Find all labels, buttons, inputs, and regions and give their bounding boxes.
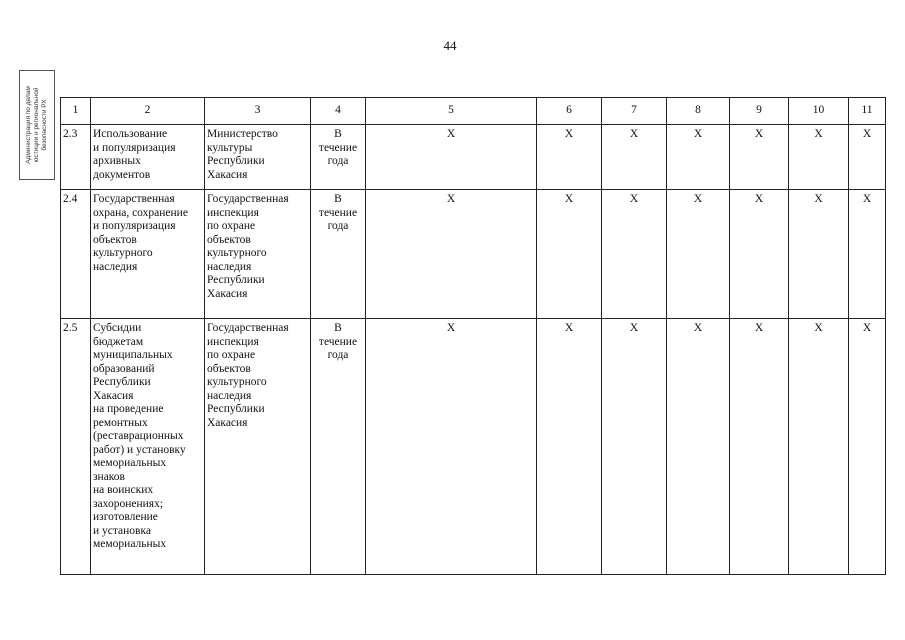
text-line: объектов xyxy=(93,233,137,246)
text-line: охрана, сохранение xyxy=(93,206,188,219)
text-line: захоронениях; xyxy=(93,497,164,510)
mark-cell: X xyxy=(537,190,602,319)
mark-cell: X xyxy=(667,190,730,319)
text-line: наследия xyxy=(93,260,138,273)
mark-cell: X xyxy=(849,190,886,319)
mark-cell: X xyxy=(789,125,849,190)
activity-name xyxy=(91,190,205,319)
text-line: Хакасия xyxy=(93,389,134,402)
table-row xyxy=(61,319,886,575)
text-line: Государственная xyxy=(207,193,289,205)
text-line: года xyxy=(327,220,349,232)
mark-cell: X xyxy=(537,319,602,575)
text-line: культурного xyxy=(207,247,267,259)
text-line: документов xyxy=(93,168,151,181)
text-line: культурного xyxy=(93,247,153,259)
header-cell: 8 xyxy=(667,98,730,125)
text-line: образований xyxy=(93,362,155,375)
text-line: культурного xyxy=(207,376,267,388)
header-cell: 3 xyxy=(205,98,311,125)
mark-cell: X xyxy=(537,125,602,190)
text-line: культуры xyxy=(207,141,253,154)
text-line: В xyxy=(334,128,342,140)
text-line: муниципальных xyxy=(93,349,173,361)
executor xyxy=(205,190,311,319)
header-cell: 1 xyxy=(61,98,91,125)
row-number: 2.4 xyxy=(61,190,91,319)
stamp-line: юстиции и региональной xyxy=(33,87,40,163)
text-line: Государственная xyxy=(93,193,175,205)
page-number: 44 xyxy=(443,38,457,53)
table-row xyxy=(61,125,886,190)
activity-name xyxy=(91,125,205,190)
text-line: инспекция xyxy=(207,206,259,219)
mark-cell: X xyxy=(667,319,730,575)
text-line: течение xyxy=(318,141,358,154)
mark-cell: X xyxy=(730,319,789,575)
text-line: на проведение xyxy=(93,403,164,415)
text-line: объектов xyxy=(207,362,251,375)
text-line: работ) и установку xyxy=(93,443,186,456)
text-line: Использование xyxy=(93,128,168,140)
text-line: года xyxy=(327,349,349,361)
mark-cell: X xyxy=(849,319,886,575)
mark-cell: X xyxy=(789,319,849,575)
text-line: Хакасия xyxy=(207,287,248,300)
text-line: Республики xyxy=(207,274,265,286)
text-line: по охране xyxy=(207,220,256,232)
header-cell: 9 xyxy=(730,98,789,125)
row-number: 2.5 xyxy=(61,319,91,575)
text-line: по охране xyxy=(207,349,256,361)
text-line: ремонтных xyxy=(93,416,148,429)
stamp-text xyxy=(25,71,49,179)
mark-cell: X xyxy=(730,125,789,190)
text-line: и популяризация xyxy=(93,220,176,232)
executor xyxy=(205,125,311,190)
activity-name xyxy=(91,319,205,575)
text-line: Государственная xyxy=(207,322,289,334)
text-line: Республики xyxy=(93,376,151,388)
term xyxy=(311,125,366,190)
term xyxy=(311,190,366,319)
text-line: В xyxy=(334,322,342,334)
text-line: течение xyxy=(318,206,358,219)
text-line: на воинских xyxy=(93,484,154,496)
text-line: Субсидии xyxy=(93,322,142,334)
mark-cell: X xyxy=(602,125,667,190)
mark-cell: X xyxy=(602,190,667,319)
mark-cell: X xyxy=(366,319,537,575)
header-cell: 4 xyxy=(311,98,366,125)
text-line: мемориальных xyxy=(93,538,167,550)
header-cell: 6 xyxy=(537,98,602,125)
text-line: архивных xyxy=(93,155,141,167)
table-row xyxy=(61,190,886,319)
text-line: Республики xyxy=(207,155,265,167)
header-cell: 11 xyxy=(849,98,886,125)
text-line: мемориальных xyxy=(93,457,167,469)
row-number: 2.3 xyxy=(61,125,91,190)
mark-cell: X xyxy=(667,125,730,190)
text-line: инспекция xyxy=(207,335,259,348)
text-line: Министерство xyxy=(207,128,278,140)
text-line: бюджетам xyxy=(93,335,144,348)
stamp-line: Администрация по делам xyxy=(25,86,32,164)
header-cell: 5 xyxy=(366,98,537,125)
text-line: и популяризация xyxy=(93,141,176,154)
mark-cell: X xyxy=(730,190,789,319)
text-line: объектов xyxy=(207,233,251,246)
text-line: течение xyxy=(318,335,358,348)
registration-stamp xyxy=(19,70,55,180)
stamp-line: безопасности РХ xyxy=(41,99,48,151)
header-cell: 7 xyxy=(602,98,667,125)
text-line: и установка xyxy=(93,524,152,537)
term xyxy=(311,319,366,575)
header-cell: 2 xyxy=(91,98,205,125)
text-line: Хакасия xyxy=(207,168,248,181)
text-line: Республики xyxy=(207,403,265,415)
text-line: наследия xyxy=(207,260,252,273)
activities-table xyxy=(60,97,886,575)
mark-cell: X xyxy=(849,125,886,190)
header-row xyxy=(61,98,886,125)
text-line: В xyxy=(334,193,342,205)
text-line: (реставрационных xyxy=(93,430,184,442)
mark-cell: X xyxy=(789,190,849,319)
text-line: Хакасия xyxy=(207,416,248,429)
text-line: наследия xyxy=(207,389,252,402)
text-line: изготовление xyxy=(93,511,158,523)
text-line: года xyxy=(327,155,349,167)
executor xyxy=(205,319,311,575)
mark-cell: X xyxy=(366,190,537,319)
mark-cell: X xyxy=(366,125,537,190)
header-cell: 10 xyxy=(789,98,849,125)
text-line: знаков xyxy=(93,470,125,483)
mark-cell: X xyxy=(602,319,667,575)
